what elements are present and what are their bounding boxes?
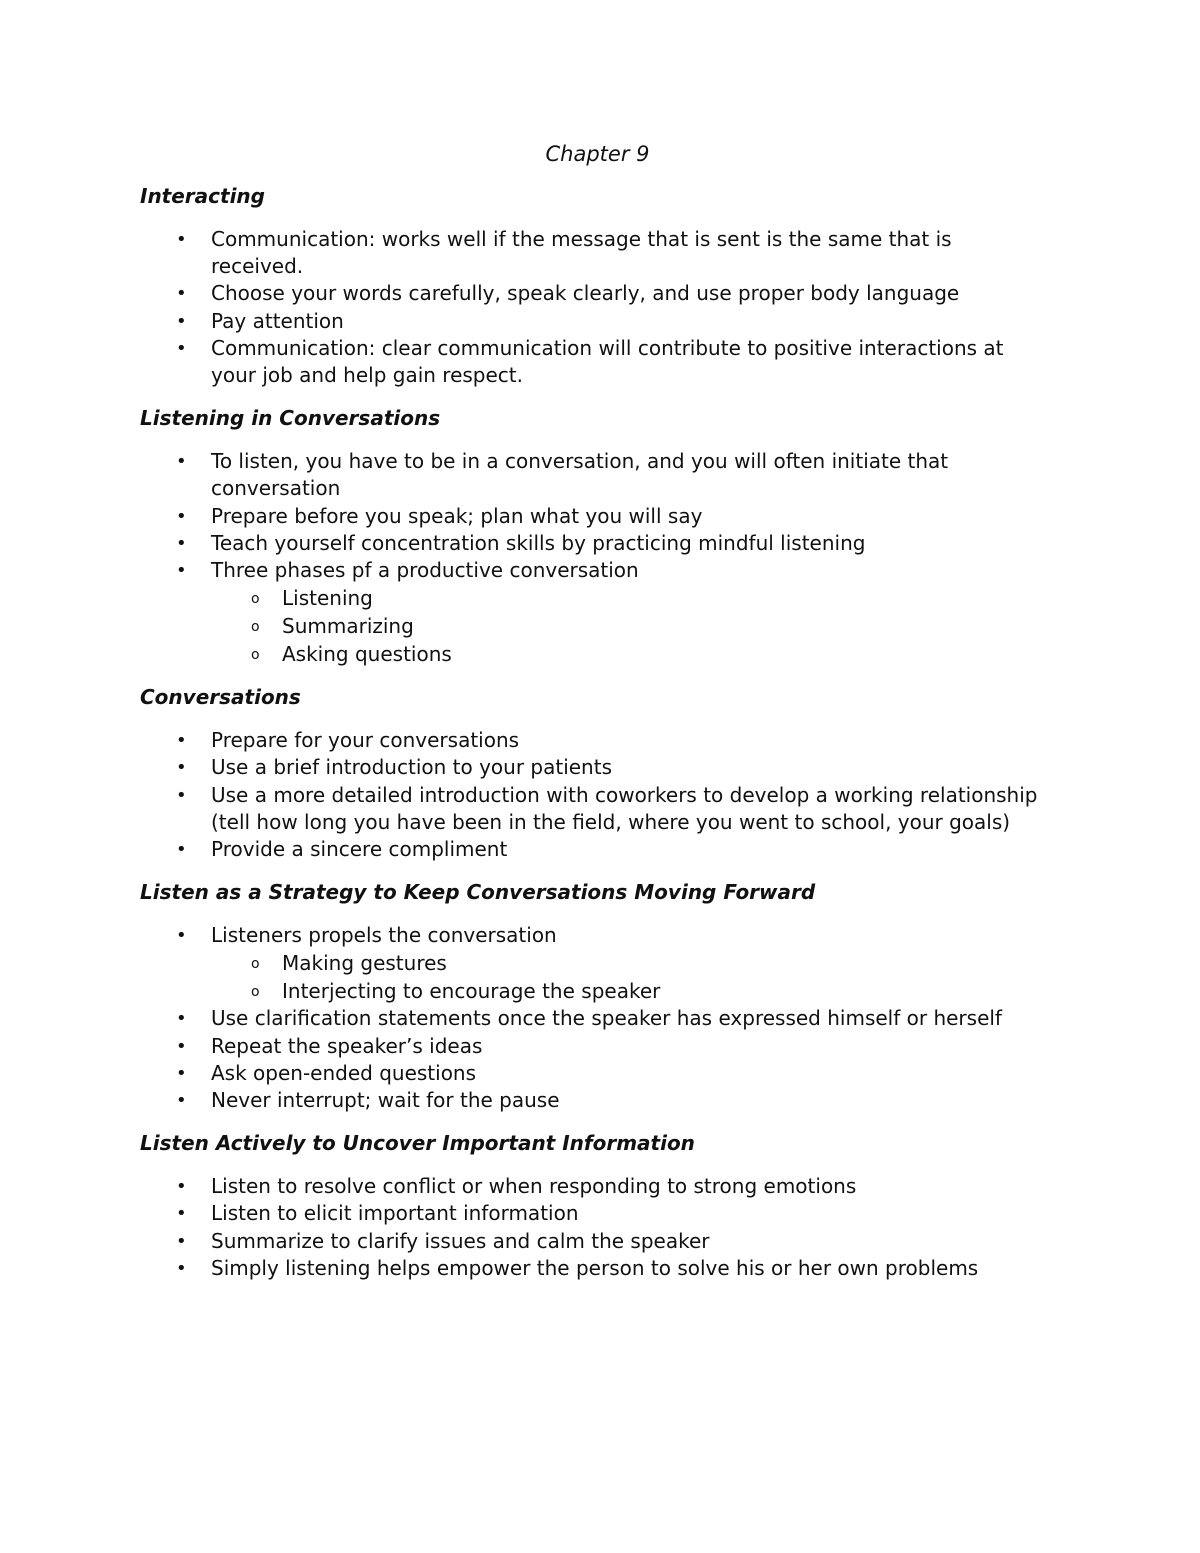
bullet-text: Three phases pf a productive conversation bbox=[211, 558, 639, 583]
bullet-list bbox=[140, 1173, 1050, 1282]
document-section bbox=[140, 404, 1050, 668]
bullet-icon: • bbox=[176, 283, 187, 305]
bullet-icon: • bbox=[176, 229, 187, 250]
bullet-item bbox=[140, 1005, 1050, 1032]
bullet-text: Use a brief introduction to your patients bbox=[211, 755, 612, 780]
bullet-list bbox=[140, 922, 1050, 1114]
sub-bullet-text: Making gestures bbox=[282, 951, 447, 976]
bullet-item bbox=[140, 836, 1050, 863]
sub-bullet-item bbox=[211, 584, 1050, 612]
bullet-list bbox=[140, 448, 1050, 668]
sub-bullet-text: Asking questions bbox=[282, 642, 452, 667]
bullet-item bbox=[140, 1033, 1050, 1060]
bullet-text: Teach yourself concentration skills by practicing mindful listening bbox=[211, 530, 866, 555]
bullet-text: Ask open-ended questions bbox=[211, 1060, 477, 1085]
bullet-item bbox=[140, 530, 1050, 557]
bullet-icon: • bbox=[176, 730, 187, 752]
section-heading: Listen Actively to Uncover Important Information bbox=[140, 1131, 695, 1156]
section-heading: Listen as a Strategy to Keep Conversations Moving Forward bbox=[140, 880, 816, 905]
bullet-icon: • bbox=[176, 925, 187, 947]
document-section bbox=[140, 683, 1050, 863]
bullet-icon: • bbox=[176, 757, 187, 779]
bullet-item bbox=[140, 782, 1050, 836]
bullet-text: Listeners propels the conversation bbox=[211, 923, 557, 948]
bullet-item bbox=[140, 727, 1050, 754]
bullet-item bbox=[140, 754, 1050, 781]
bullet-icon: • bbox=[176, 451, 187, 473]
section-heading: Conversations bbox=[140, 685, 301, 710]
bullet-text: Never interrupt; wait for the pause bbox=[211, 1088, 560, 1113]
bullet-icon: • bbox=[176, 310, 187, 332]
sub-bullet-text: Listening bbox=[282, 586, 373, 611]
bullet-item bbox=[140, 448, 1050, 502]
sub-bullet-text: Summarizing bbox=[282, 614, 414, 639]
bullet-icon: • bbox=[176, 1062, 187, 1084]
bullet-icon: • bbox=[176, 532, 187, 554]
document-section bbox=[140, 182, 1050, 389]
sub-bullet-item bbox=[211, 949, 1050, 977]
bullet-item bbox=[140, 1228, 1050, 1255]
bullet-item bbox=[140, 280, 1050, 307]
bullet-text: To listen, you have to be in a conversation, and you will often initiate that conversation bbox=[211, 449, 949, 501]
sub-bullet-list bbox=[211, 949, 1050, 1005]
bullet-icon: • bbox=[176, 505, 187, 527]
bullet-icon: • bbox=[176, 1035, 187, 1057]
bullet-text: Provide a sincere compliment bbox=[211, 837, 508, 862]
bullet-icon: • bbox=[176, 784, 187, 806]
bullet-text: Communication: works well if the message that is sent is the same that is received. bbox=[211, 227, 952, 279]
bullet-item bbox=[140, 503, 1050, 530]
bullet-list bbox=[140, 727, 1050, 863]
bullet-text: Communication: clear communication will contribute to positive interactions at your job and help gain respect. bbox=[211, 335, 1004, 388]
bullet-text: Listen to elicit important information bbox=[211, 1201, 579, 1226]
sub-bullet-item bbox=[211, 612, 1050, 640]
bullet-text: Pay attention bbox=[211, 308, 344, 333]
document-section bbox=[140, 878, 1050, 1114]
bullet-item bbox=[140, 1173, 1050, 1200]
page-title: Chapter 9 bbox=[545, 142, 650, 166]
bullet-icon: • bbox=[176, 1008, 187, 1030]
bullet-item bbox=[140, 1255, 1050, 1282]
sub-bullet-text: Interjecting to encourage the speaker bbox=[282, 979, 661, 1004]
bullet-icon: • bbox=[176, 337, 187, 359]
circle-bullet-icon: o bbox=[251, 591, 260, 608]
bullet-item bbox=[140, 1087, 1050, 1114]
circle-bullet-icon: o bbox=[251, 956, 260, 973]
bullet-item bbox=[140, 308, 1050, 335]
bullet-icon: • bbox=[176, 1090, 187, 1112]
bullet-text: Choose your words carefully, speak clearly, and use proper body language bbox=[211, 281, 960, 306]
document-body bbox=[140, 182, 1050, 1297]
bullet-icon: • bbox=[176, 1203, 187, 1225]
bullet-item bbox=[140, 226, 1050, 280]
bullet-item bbox=[140, 557, 1050, 668]
bullet-icon: • bbox=[176, 1176, 187, 1198]
document-section bbox=[140, 1129, 1050, 1282]
bullet-text: Summarize to clarify issues and calm the speaker bbox=[211, 1228, 710, 1253]
section-heading: Listening in Conversations bbox=[140, 406, 441, 431]
bullet-text: Prepare for your conversations bbox=[211, 728, 520, 753]
sub-bullet-item bbox=[211, 977, 1050, 1005]
circle-bullet-icon: o bbox=[251, 647, 260, 664]
bullet-text: Use a more detailed introduction with coworkers to develop a working relationship (tell how long you have been in the field, where you went to school, your goals) bbox=[211, 782, 1038, 834]
bullet-item bbox=[140, 1060, 1050, 1087]
sub-bullet-list bbox=[211, 584, 1050, 668]
bullet-icon: • bbox=[176, 1230, 187, 1252]
circle-bullet-icon: o bbox=[251, 984, 260, 1001]
circle-bullet-icon: o bbox=[251, 619, 260, 636]
bullet-list bbox=[140, 226, 1050, 389]
bullet-item bbox=[140, 922, 1050, 1005]
bullet-item bbox=[140, 1200, 1050, 1227]
bullet-text: Listen to resolve conflict or when responding to strong emotions bbox=[211, 1174, 857, 1199]
bullet-text: Prepare before you speak; plan what you will say bbox=[211, 503, 703, 528]
bullet-icon: • bbox=[176, 560, 187, 582]
sub-bullet-item bbox=[211, 640, 1050, 668]
bullet-icon: • bbox=[176, 839, 187, 861]
bullet-text: Repeat the speaker’s ideas bbox=[211, 1033, 483, 1058]
bullet-icon: • bbox=[176, 1257, 187, 1279]
section-heading: Interacting bbox=[140, 184, 265, 208]
bullet-item bbox=[140, 335, 1050, 389]
bullet-text: Use clarification statements once the speaker has expressed himself or herself bbox=[211, 1006, 1002, 1031]
bullet-text: Simply listening helps empower the person to solve his or her own problems bbox=[211, 1255, 979, 1280]
